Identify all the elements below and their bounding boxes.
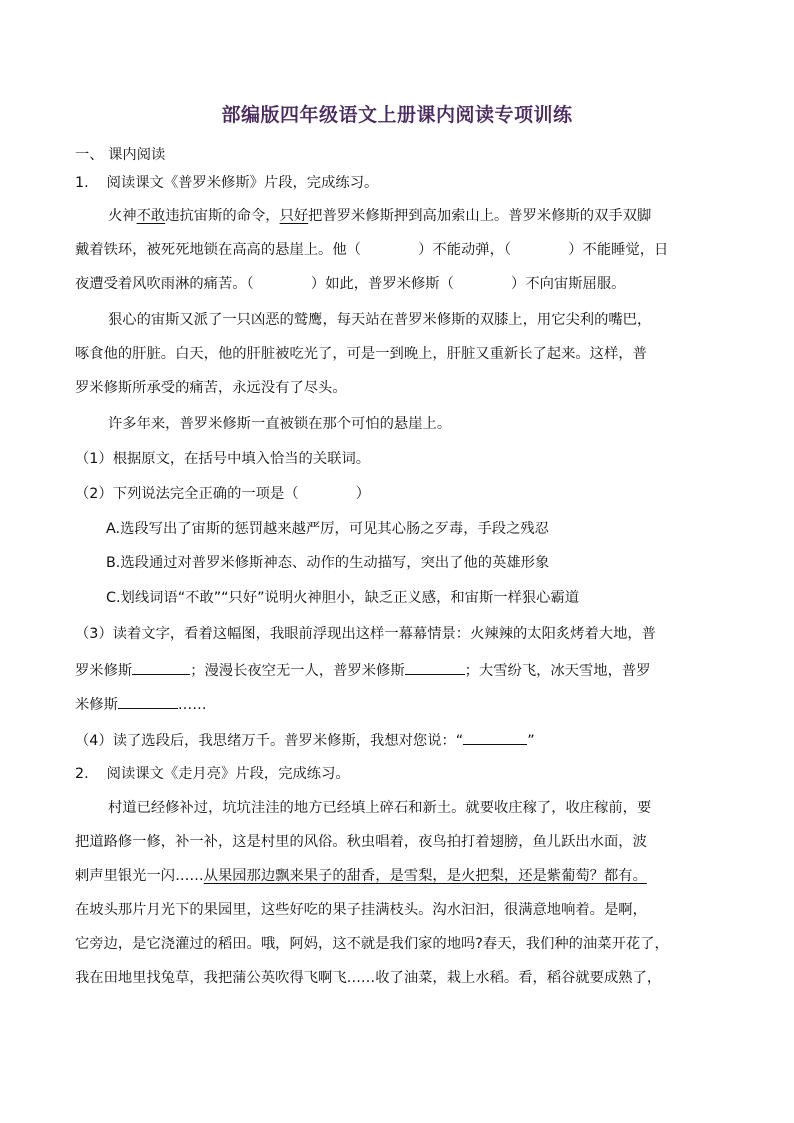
sub-question-3-line: 米修斯 …… [75, 693, 725, 715]
section-heading: 一、 课内阅读 [75, 147, 166, 163]
passage-line: 在坡头那片月光下的果园里，这些好吃的果子挂满枝头。沟水汩汩，很满意地响着。是啊， [75, 902, 647, 918]
passage-line: 狠心的宙斯又派了一只凶恶的鹫鹰，每天站在普罗米修斯的双膝上，用它尖利的嘴巴， [108, 312, 652, 328]
passage-line: 它旁边，是它浇灌过的稻田。哦，阿妈，这不就是我们家的地吗?春天，我们种的油菜开花了， [75, 936, 669, 952]
passage-line: 把道路修一修，补一补，这是村里的风俗。秋虫唱着，夜鸟拍打着翅膀，鱼儿跃出水面，波 [75, 834, 647, 850]
question-text: 阅读课文《走月亮》片段，完成练习。 [106, 766, 350, 782]
option-a[interactable]: A.选段写出了宙斯的惩罚越来越严厉，可见其心肠之歹毒，手段之残忍 [106, 521, 549, 537]
underlined-sentence: 从果园那边飘来果子的甜香，是雪梨，是火把梨，还是紫葡萄？都有。 [203, 868, 647, 884]
underlined-word: 不敢 [136, 208, 166, 224]
page-title: 部编版四年级语文上册课内阅读专项训练 [221, 104, 573, 126]
underlined-word: 只好 [279, 208, 309, 224]
answer-blank[interactable] [118, 693, 178, 709]
passage-line: 我在田地里找兔草，我把蒲公英吹得飞啊飞……收了油菜，栽上水稻。看，稻谷就要成熟了， [75, 970, 662, 986]
passage-line: 火神不敢违抗宙斯的命令，只好把普罗米修斯押到高加索山上。普罗米修斯的双手双脚 [108, 208, 652, 224]
sub-question-3-line: 罗米修斯 ；漫漫长夜空无一人，普罗米修斯 ；大雪纷飞，冰天雪地，普罗 [75, 659, 725, 681]
sub-question-4: （4）读了选段后，我思绪万千。普罗米修斯，我想对您说：“ ” [75, 729, 725, 751]
option-b[interactable]: B.选段通过对普罗米修斯神态、动作的生动描写，突出了他的英雄形象 [106, 555, 550, 571]
answer-blank[interactable] [405, 659, 465, 675]
option-c[interactable]: C.划线词语“不敢”“只好”说明火神胆小，缺乏正义感，和宙斯一样狠心霸道 [106, 590, 580, 606]
question-number: 2. [75, 766, 89, 782]
passage-line: 夜遭受着风吹雨淋的痛苦。（ ）如此，普罗米修斯（ ）不向宙斯屈服。 [75, 276, 626, 292]
answer-blank[interactable] [132, 659, 190, 675]
passage-line: 啄食他的肝脏。白天，他的肝脏被吃光了，可是一到晚上，肝脏又重新长了起来。这样，普 [75, 346, 647, 362]
question-2-prompt [75, 764, 725, 784]
question-number: 1. [75, 175, 89, 191]
answer-blank[interactable] [463, 729, 527, 745]
sub-question-3: （3）读着文字，看着这幅图，我眼前浮现出这样一幕幕情景：火辣辣的太阳炙烤着大地，普 [75, 626, 656, 642]
sub-question-2: （2）下列说法完全正确的一项是（ ） [75, 486, 371, 502]
question-1-prompt [75, 173, 725, 193]
passage-line: 戴着铁环，被死死地锁在高高的悬崖上。他（ ）不能动弹，（ ）不能睡觉，日 [75, 242, 669, 258]
passage-line: 罗米修斯所承受的痛苦，永远没有了尽头。 [75, 380, 347, 396]
sub-question-1: （1）根据原文，在括号中填入恰当的关联词。 [75, 451, 371, 467]
passage-line: 村道已经修补过，坑坑洼洼的地方已经填上碎石和新土。就要收庄稼了，收庄稼前，要 [108, 800, 652, 816]
question-text: 阅读课文《普罗米修斯》片段，完成练习。 [106, 175, 379, 191]
passage-line: 剌声里银光一闪……从果园那边飘来果子的甜香，是雪梨，是火把梨，还是紫葡萄？都有。 [75, 868, 647, 884]
passage-line: 许多年来，普罗米修斯一直被锁在那个可怕的悬崖上。 [108, 416, 452, 432]
